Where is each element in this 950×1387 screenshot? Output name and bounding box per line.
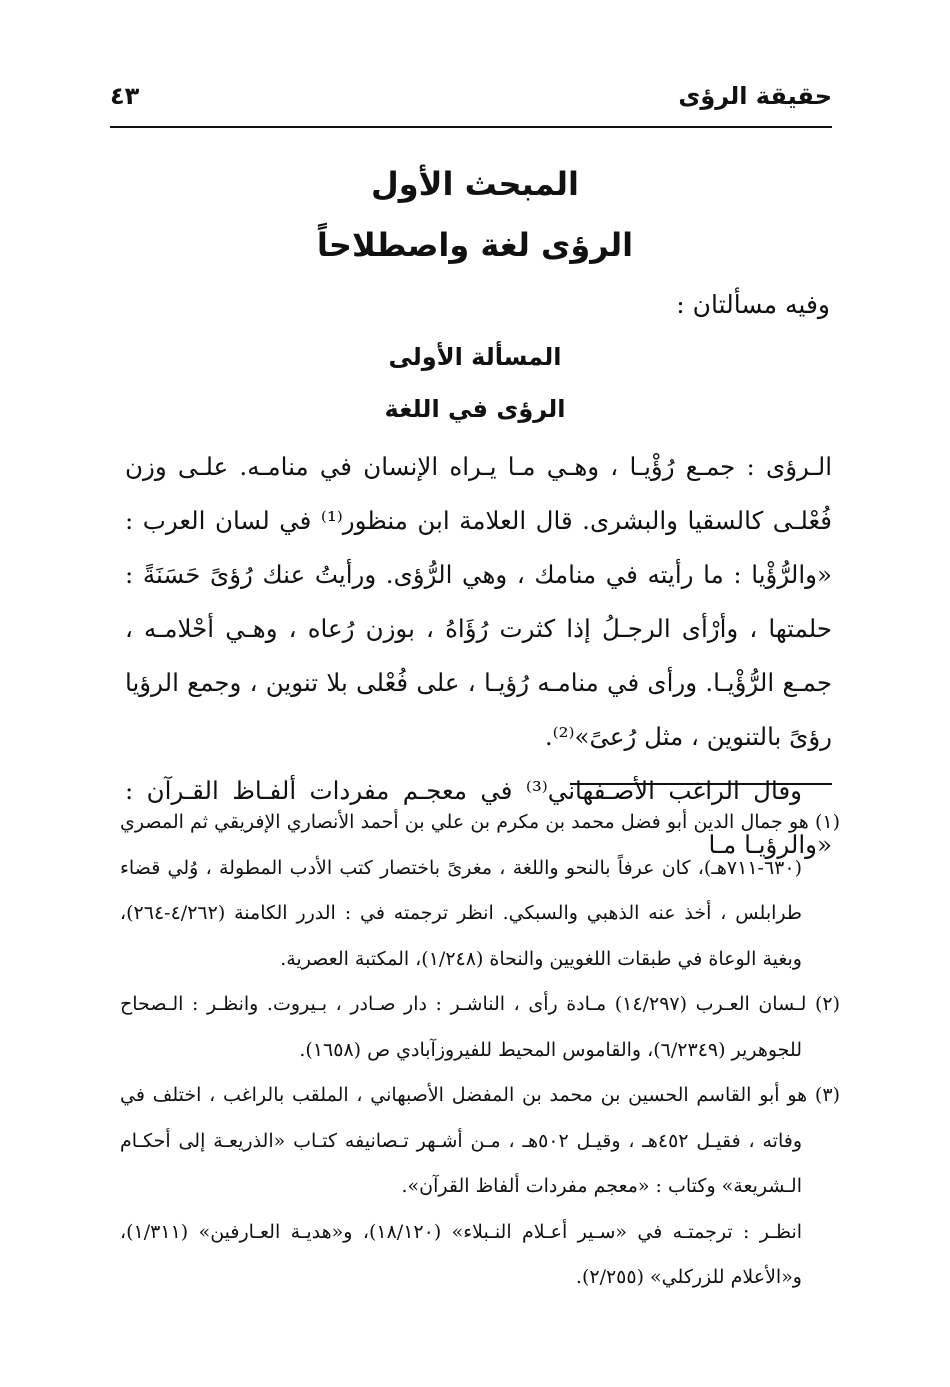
section-subheading: الرؤى في اللغة (384, 395, 566, 423)
running-title: حقيقة الرؤى (678, 82, 832, 110)
section-heading: المسألة الأولى (388, 343, 562, 371)
paragraph-1: الـرؤى : جمـع رُؤْيـا ، وهـي مـا يـراه الإنسان في منامـه. علـى وزن فُعْلـى كالسقيا والبشرى. قال العلامة ابن منظور⁽¹⁾ في لسان العرب : «والرُّؤْيا : ما رأيته في منامك ، وهي الرُّؤى. ورأيتُ عنك رُؤىً حَسَنَةً : حلمتها ، وأرْأى الرجـلُ إذا كثرت رُؤَاهُ ، بوزن رُعاه ، وهـي أحْلامـه ، جمـع الرُّؤْيـا. ورأى في منامـه رُؤيـا ، على فُعْلى بلا تنوين ، وجمع الرؤيا رؤىً بالتنوين ، مثل رُعىً»⁽²⁾. (125, 452, 832, 751)
running-header (110, 82, 832, 122)
header-divider (110, 126, 832, 128)
footnotes (120, 800, 840, 1301)
page-number: ٤٣ (110, 82, 140, 110)
footnote-3: (٣) هو أبو القاسم الحسين بن محمد بن المفضل الأصبهاني ، الملقب بالراغب ، اختلف في وفاته ، فقيـل ٤٥٢هـ ، وقيـل ٥٠٢هـ ، مـن أشـهر تـصانيفه كتـاب «الذريعـة إلى أحكـام الـشريعة» وكتاب : «معجم مفردات ألفاظ القرآن». (120, 1084, 840, 1197)
footnote-1: (١) هو جمال الدين أبو فضل محمد بن مكرم بن علي بن أحمد الأنصاري الإفريقي ثم المصري (٦٣٠-٧١١هـ)، كان عرفاً بالنحو واللغة ، مغرىً باختصار كتب الأدب المطولة ، وُلي قضاء طرابلس ، أخذ عنه الذهبي والسبكي. انظر ترجمته في : الدرر الكامنة (٤/٢٦٢-٢٦٤)، وبغية الوعاة في طبقات اللغويين والنحاة (١/٢٤٨)، المكتبة العصرية. (120, 811, 840, 970)
footnote-3-continued: انظـر : ترجمتـه في «سـير أعـلام النـبلاء» (١٨/١٢٠)، و«هديـة العـارفين» (١/٣١١)، و«الأعلام للزركلي» (٢/٢٥٥). (120, 1220, 803, 1288)
footnote-2: (٢) لـسان العـرب (١٤/٢٩٧) مـادة رأى ، الناشـر : دار صـادر ، بـيروت. وانظـر : الـصحاح للجوهرير (٦/٢٣٤٩)، والقاموس المحيط للفيروزآبادي ص (١٦٥٨). (120, 993, 840, 1061)
paragraph-2: وقال الراغب الأصـفهاني⁽³⁾ في معجـم مفردات ألفـاظ القـرآن : «والرؤيـا مـا (125, 776, 832, 859)
intro-line: وفيه مسألتان : (676, 290, 830, 319)
chapter-subheading: الرؤى لغة واصطلاحاً (316, 226, 634, 264)
footnote-divider (570, 783, 832, 785)
chapter-heading: المبحث الأول (370, 165, 580, 203)
